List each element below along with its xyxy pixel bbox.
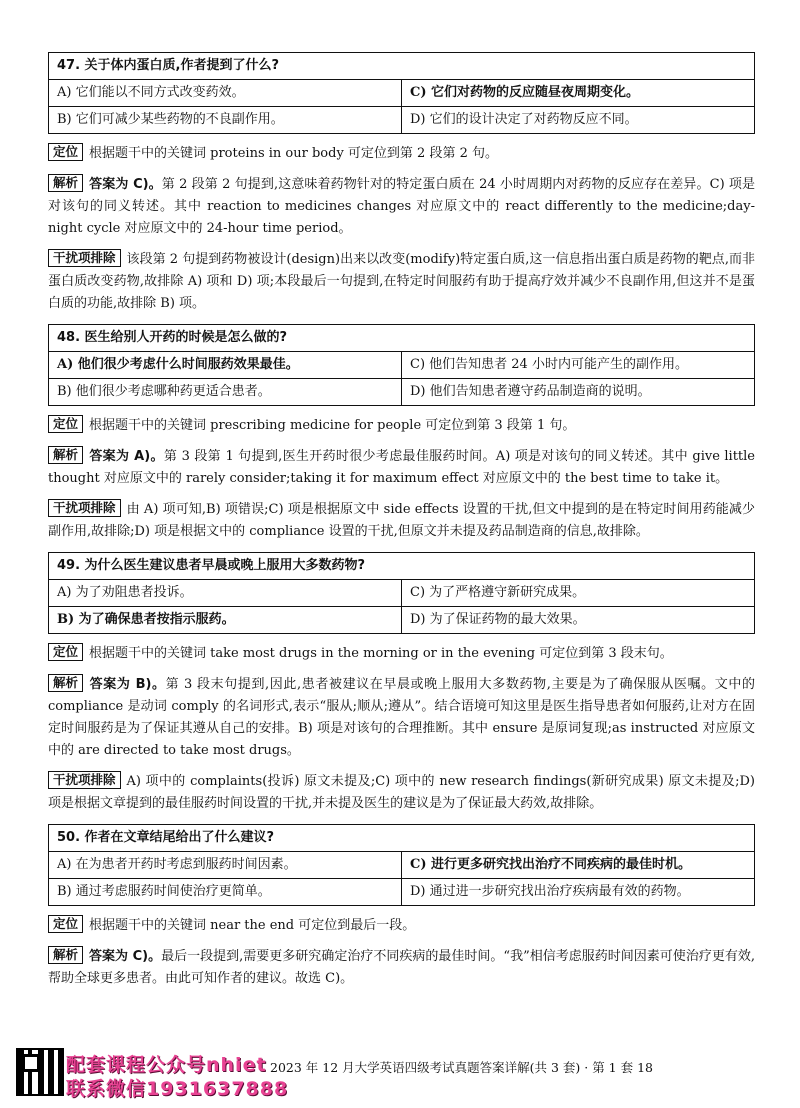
analysis-text: 第 2 段第 2 句提到,这意味着药物针对的特定蛋白质在 24 小时周期内对药物的反应存在差异。C) 项是对该句的同义转述。其中 reaction to medicines changes 对应原文中的 react differently to the medicine;day-night cycle 对应原文中的 24-hour time period。 [48,177,755,236]
analysis-text: 第 3 段末句提到,因此,患者被建议在早晨或晚上服用大多数药物,主要是为了确保服从医嘱。文中的 compliance 是动词 comply 的名词形式,表示“服从;顺从;遵从”。结合语境可知这里是医生指导患者如何服药,让对方在固定时间服药是为了保证其遵从自己的安排。B) 项是对该句的合理推断。其中 ensure 是原词复现;as instructed 对应原文中的 are directed to take most drugs。 [48,677,755,758]
question-stem: 49. 为什么医生建议患者早晨或晚上服用大多数药物? [49,553,755,580]
option-c-correct: C) 它们对药物的反应随昼夜周期变化。 [402,80,755,107]
question-table-47 [48,52,755,134]
locate-tag: 定位 [48,143,83,161]
question-table-48 [48,324,755,406]
question-table-50 [48,824,755,906]
option-c-correct: C) 进行更多研究找出治疗不同疾病的最佳时机。 [402,852,755,879]
locate-tag: 定位 [48,415,83,433]
locate-paragraph [48,643,755,665]
option-a-correct: A) 他们很少考虑什么时间服药效果最佳。 [49,352,402,379]
option-b: B) 他们很少考虑哪种药更适合患者。 [49,379,402,406]
option-d: D) 为了保证药物的最大效果。 [402,607,755,634]
analysis-paragraph [48,946,755,990]
option-d: D) 它们的设计决定了对药物反应不同。 [402,107,755,134]
locate-tag: 定位 [48,643,83,661]
distractor-tag: 干扰项排除 [48,771,121,789]
distractor-paragraph [48,771,755,815]
option-a: A) 在为患者开药时考虑到服药时间因素。 [49,852,402,879]
watermark-line-1: 配套课程公众号nhiet [66,1054,267,1076]
distractor-tag: 干扰项排除 [48,499,121,517]
option-c: C) 他们告知患者 24 小时内可能产生的副作用。 [402,352,755,379]
distractor-paragraph [48,499,755,543]
question-stem: 50. 作者在文章结尾给出了什么建议? [49,825,755,852]
analysis-tag: 解析 [48,174,83,192]
page-footnote: 2023 年 12 月大学英语四级考试真题答案详解(共 3 套) · 第 1 套 18 [270,1060,653,1075]
option-a: A) 为了劝阻患者投诉。 [49,580,402,607]
option-b: B) 它们可减少某些药物的不良副作用。 [49,107,402,134]
locate-text: 根据题干中的关键词 proteins in our body 可定位到第 2 段第 2 句。 [89,146,498,161]
analysis-text: 第 3 段第 1 句提到,医生开药时很少考虑最佳服药时间。A) 项是对该句的同义转述。其中 give little thought 对应原文中的 rarely consider;taking it for maximum effect 对应原文中的 the best time to take it。 [48,449,755,486]
answer-label: 答案为 C)。 [89,949,162,964]
distractor-tag: 干扰项排除 [48,249,121,267]
distractor-text: A) 项中的 complaints(投诉) 原文未提及;C) 项中的 new research findings(新研究成果) 原文未提及;D) 项是根据文章提到的最佳服药时间设置的干扰,并未提及医生的建议是为了保证最大药效,故排除。 [48,774,755,811]
option-d: D) 通过进一步研究找出治疗疾病最有效的药物。 [402,879,755,906]
qr-code-icon [16,1048,64,1096]
analysis-paragraph [48,446,755,490]
distractor-paragraph [48,249,755,315]
option-c: C) 为了严格遵守新研究成果。 [402,580,755,607]
locate-paragraph [48,915,755,937]
locate-text: 根据题干中的关键词 near the end 可定位到最后一段。 [89,918,416,933]
analysis-text: 最后一段提到,需要更多研究确定治疗不同疾病的最佳时间。“我”相信考虑服药时间因素可使治疗更有效,帮助全球更多患者。由此可知作者的建议。故选 C)。 [48,949,755,986]
analysis-tag: 解析 [48,446,83,464]
watermark-line-2: 联系微信1931637888 [66,1078,289,1100]
option-b-correct: B) 为了确保患者按指示服药。 [49,607,402,634]
answer-label: 答案为 C)。 [89,177,162,192]
locate-tag: 定位 [48,915,83,933]
answer-label: 答案为 B)。 [89,677,166,692]
option-d: D) 他们告知患者遵守药品制造商的说明。 [402,379,755,406]
question-stem: 48. 医生给别人开药的时候是怎么做的? [49,325,755,352]
option-b: B) 通过考虑服药时间使治疗更简单。 [49,879,402,906]
analysis-paragraph [48,674,755,762]
locate-paragraph [48,415,755,437]
option-a: A) 它们能以不同方式改变药效。 [49,80,402,107]
locate-text: 根据题干中的关键词 take most drugs in the morning or in the evening 可定位到第 3 段末句。 [89,646,673,661]
locate-text: 根据题干中的关键词 prescribing medicine for people 可定位到第 3 段第 1 句。 [89,418,576,433]
answer-label: 答案为 A)。 [89,449,164,464]
question-table-49 [48,552,755,634]
distractor-text: 该段第 2 句提到药物被设计(design)出来以改变(modify)特定蛋白质,这一信息指出蛋白质是药物的靶点,而非蛋白质改变药物,故排除 A) 项和 D) 项;本段最后一句提到,在特定时间服药有助于提高疗效并减少不良副作用,但这并不是蛋白质的功能,故排除 B) 项。 [48,252,755,311]
locate-paragraph [48,143,755,165]
distractor-text: 由 A) 项可知,B) 项错误;C) 项是根据原文中 side effects 设置的干扰,但文中提到的是在特定时间用药能减少副作用,故排除;D) 项是根据文中的 compliance 设置的干扰,但原文并未提及药品制造商的信息,故排除。 [48,502,755,539]
page-footer [0,1046,800,1106]
analysis-tag: 解析 [48,946,83,964]
question-stem: 47. 关于体内蛋白质,作者提到了什么? [49,53,755,80]
analysis-tag: 解析 [48,674,83,692]
answer-page [48,52,755,990]
analysis-paragraph [48,174,755,240]
